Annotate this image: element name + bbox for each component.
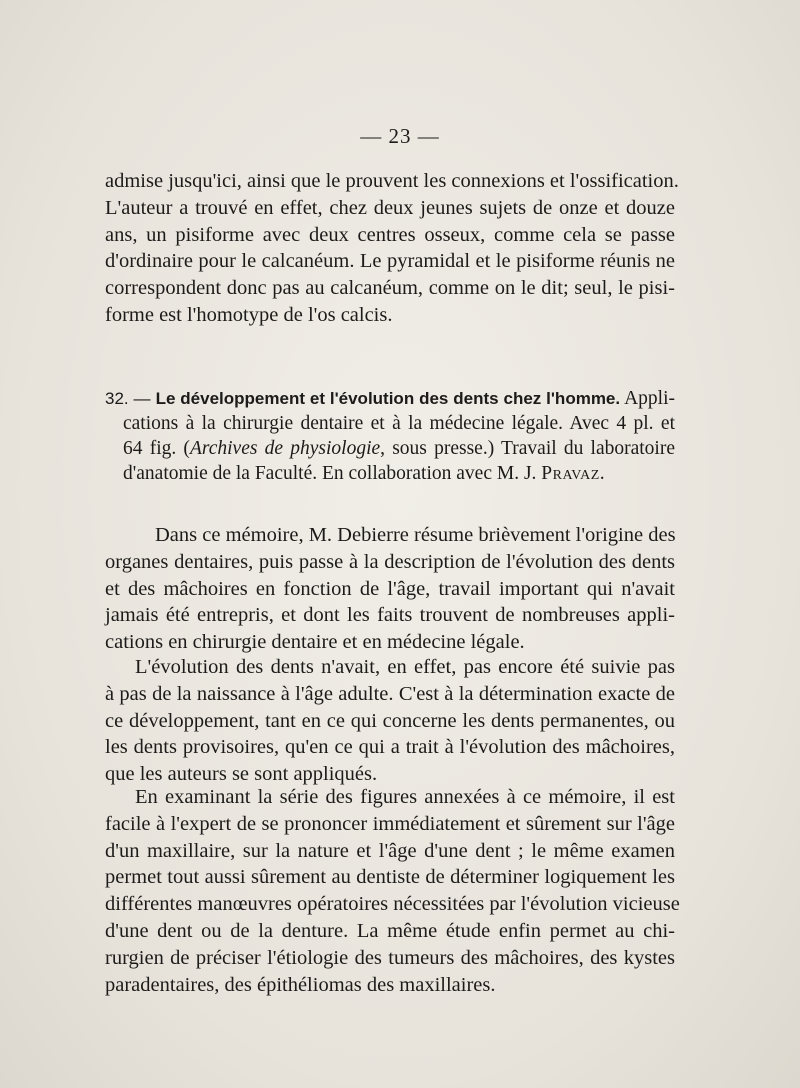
text-line: Dans ce mémoire, M. Debierre résume brièvement l'origine des [155,524,676,546]
text-line: permet tout aussi sûrement au dentiste de déterminer logiquement les [105,866,675,889]
text-line: facile à l'expert de se prononcer immédiatement et sûrement sur l'âge [105,812,675,835]
paragraph-summary [105,522,675,656]
paragraph-evolution [105,654,675,788]
text-line: ans, un pisiforme avec deux centres osseux, comme cela se passe [105,223,675,246]
text-line: les dents provisoires, qu'en ce qui a trait à l'évolution des mâchoires, [105,736,675,759]
text-fragment: 64 fig. ( [123,438,190,459]
text-line: d'une dent ou de la denture. La même étude enfin permet au chi- [105,919,675,942]
entry-heading-line [105,386,675,411]
text-line: organes dentaires, puis passe à la description de l'évolution des dents [105,550,675,573]
text-line: cations à la chirurgie dentaire et à la médecine légale. Avec 4 pl. et [123,413,675,434]
text-line: L'évolution des dents n'avait, en effet, pas encore été suivie pas [135,656,675,678]
text-line [105,461,675,486]
text-line: d'ordinaire pour le calcanéum. Le pyramidal et le pisiforme réunis ne [105,250,675,273]
text-line: que les auteurs se sont appliqués. [105,763,378,786]
text-line: ce développement, tant en ce qui concerne les dents permanentes, ou [105,709,675,732]
coauthor-name: Pravaz. [541,463,606,484]
journal-title: Archives de physiologie [189,438,381,459]
text-line: admise jusqu'ici, ainsi que le prouvent les connexions et l'ossification. [105,170,679,192]
entry-title: Le développement et l'évolution des dents chez l'homme. [155,389,621,408]
text-line: rurgien de préciser l'étiologie des tumeurs des mâchoires, des kystes [105,946,675,969]
text-line: d'un maxillaire, sur la nature et l'âge d'une dent ; le même examen [105,839,675,862]
text-line: forme est l'homotype de l'os calcis. [105,303,393,326]
text-line: correspondent donc pas au calcanéum, comme on le dit; seul, le pisi- [105,277,675,300]
paragraph-applications [105,784,680,998]
text-line: différentes manœuvres opératoires nécessitées par l'évolution vicieuse [105,893,680,916]
text-line [105,436,675,461]
bibliography-entry [105,386,675,486]
text-line: à pas de la naissance à l'âge adulte. C'est à la détermination exacte de [105,682,675,705]
text-line: et des mâchoires en fonction de l'âge, travail important qui n'avait [105,577,675,600]
page-number: — 23 — [360,124,440,148]
paragraph-continuation [105,168,679,329]
text-line: cations en chirurgie dentaire et en médecine légale. [105,631,525,654]
text-line: En examinant la série des figures annexées à ce mémoire, il est [135,786,675,808]
text-fragment: d'anatomie de la Faculté. En collaboration avec M. J. [123,463,537,484]
text-line: L'auteur a trouvé en effet, chez deux jeunes sujets de onze et douze [105,196,675,219]
text-line: jamais été entrepris, et dont les faits trouvent de nombreuses appli- [105,604,675,627]
entry-number: 32. — [105,389,151,408]
entry-title-tail: Appli- [624,388,676,409]
text-fragment: , sous presse.) Travail du laboratoire [380,438,676,459]
text-line: paradentaires, des épithéliomas des maxillaires. [105,973,496,996]
